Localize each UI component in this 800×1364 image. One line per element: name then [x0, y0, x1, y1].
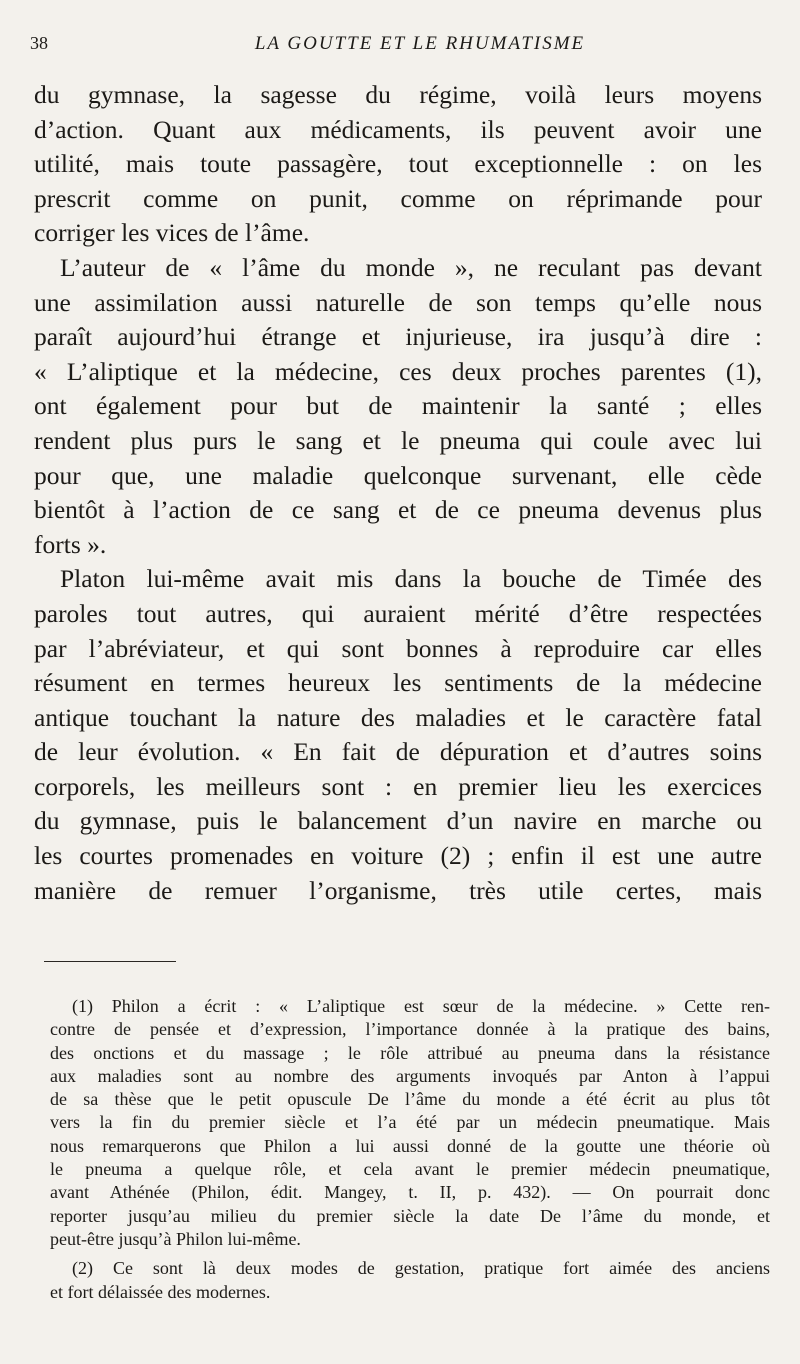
text-line: bientôt à l’action de ce sang et de ce pneuma devenus plus [34, 495, 762, 525]
footnote-line: reporter jusqu’au milieu du premier siècle la date De l’âme du monde, et [50, 1205, 770, 1226]
footnote-line: contre de pensée et d’expression, l’importance donnée à la pratique des bains, [50, 1019, 770, 1040]
text-line: d’action. Quant aux médicaments, ils peuvent avoir une [34, 114, 762, 144]
footnote-separator [44, 961, 176, 962]
text-line: utilité, mais toute passagère, tout exceptionnelle : on les [34, 149, 762, 179]
footnote-line: (2) Ce sont là deux modes de gestation, pratique fort aimée des anciens [72, 1258, 770, 1279]
text-line: corriger les vices de l’âme. [34, 218, 310, 248]
text-line: de leur évolution. « En fait de dépuration et d’autres soins [34, 737, 762, 767]
text-line: Platon lui-même avait mis dans la bouche de Timée des [60, 564, 762, 594]
text-line: prescrit comme on punit, comme on réprimande pour [34, 183, 762, 213]
footnote-line: avant Athénée (Philon, édit. Mangey, t. II, p. 432). — On pourrait donc [50, 1182, 770, 1203]
footnotes [50, 995, 770, 1304]
page-number: 38 [30, 33, 48, 53]
text-line: forts ». [34, 529, 107, 559]
footnote-line: vers la fin du premier siècle et l’a été par un médecin pneumatique. Mais [50, 1112, 770, 1133]
text-line: L’auteur de « l’âme du monde », ne reculant pas devant [60, 252, 762, 282]
text-line: par l’abréviateur, et qui sont bonnes à reproduire car elles [34, 633, 762, 663]
text-line: une assimilation aussi naturelle de son temps qu’elle nous [34, 287, 762, 317]
text-line: paroles tout autres, qui auraient mérité d’être respectées [34, 598, 762, 628]
footnote-1 [50, 995, 770, 1251]
footnote-line: aux maladies sont au nombre des arguments invoqués par Anton à l’appui [50, 1065, 770, 1086]
text-line: ont également pour but de maintenir la santé ; elles [34, 391, 762, 421]
footnote-line: des onctions et du massage ; le rôle attribué au pneuma dans la résistance [50, 1042, 770, 1063]
text-line: les courtes promenades en voiture (2) ; enfin il est une autre [34, 841, 762, 871]
footnote-line: le pneuma a quelque rôle, et cela avant le premier médecin pneumatique, [50, 1159, 770, 1180]
text-line: pour que, une maladie quelconque survenant, elle cède [34, 460, 762, 490]
text-line: du gymnase, la sagesse du régime, voilà leurs moyens [34, 80, 762, 109]
text-line: paraît aujourd’hui étrange et injurieuse, ira jusqu’à dire : [34, 322, 762, 352]
text-line: résument en termes heureux les sentiments de la médecine [34, 668, 762, 698]
text-line: « L’aliptique et la médecine, ces deux proches parentes (1), [34, 356, 762, 386]
footnote-line: de sa thèse que le petit opuscule De l’âme du monde a été écrit au plus tôt [50, 1089, 770, 1110]
running-title: LA GOUTTE ET LE RHUMATISME [254, 33, 586, 54]
text-line: rendent plus purs le sang et le pneuma qui coule avec lui [34, 425, 762, 455]
text-line: antique touchant la nature des maladies et le caractère fatal [34, 702, 762, 732]
footnote-2 [50, 1257, 770, 1304]
page-header [30, 33, 770, 65]
text-line: manière de remuer l’organisme, très utile certes, mais [34, 875, 762, 905]
footnote-line: peut-être jusqu’à Philon lui-même. [50, 1228, 301, 1249]
main-text [34, 78, 762, 908]
footnote-line: et fort délaissée des modernes. [50, 1281, 271, 1302]
text-line: corporels, les meilleurs sont : en premier lieu les exercices [34, 771, 762, 801]
text-line: du gymnase, puis le balancement d’un navire en marche ou [34, 806, 762, 836]
footnote-line: (1) Philon a écrit : « L’aliptique est sœur de la médecine. » Cette ren- [72, 996, 770, 1016]
footnote-line: nous remarquerons que Philon a lui aussi donné de la goutte une théorie où [50, 1135, 770, 1156]
